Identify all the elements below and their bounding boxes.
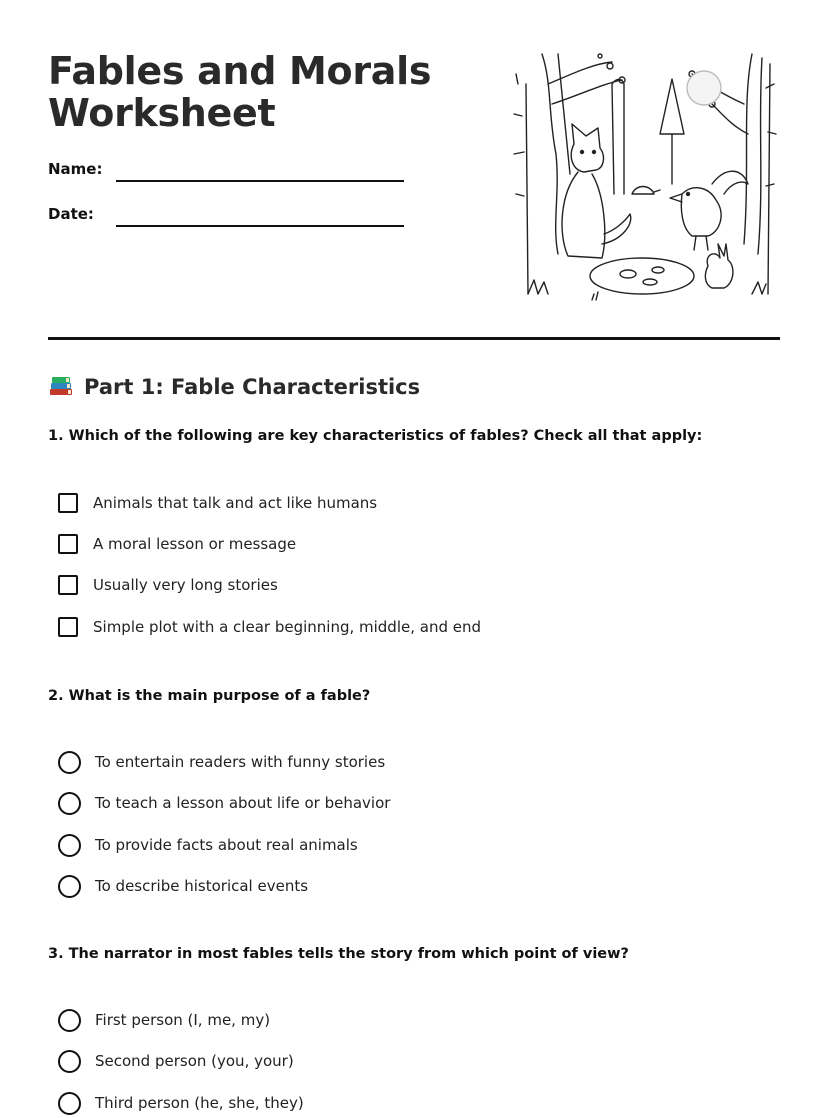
date-label: Date: [48,205,94,223]
q1-option-1[interactable] [58,491,377,515]
radio-button[interactable] [58,1050,81,1073]
option-label: Second person (you, your) [95,1052,294,1070]
radio-button[interactable] [58,751,81,774]
radio-button[interactable] [58,834,81,857]
checkbox[interactable] [58,493,78,513]
q1-option-2[interactable] [58,532,296,556]
option-label: Simple plot with a clear beginning, middle, and end [93,618,482,636]
title-line-1: Fables and Morals [48,49,432,93]
q3-option-3[interactable] [58,1091,304,1115]
divider [48,337,780,340]
part1-heading [48,374,420,400]
radio-button[interactable] [58,1092,81,1115]
checkbox[interactable] [58,617,78,637]
date-field[interactable] [116,225,404,227]
radio-button[interactable] [58,792,81,815]
q3-option-2[interactable] [58,1049,294,1073]
worksheet-title [48,50,431,134]
option-label: To provide facts about real animals [95,836,358,854]
option-label: To describe historical events [95,877,309,895]
name-label: Name: [48,160,103,178]
option-label: Third person (he, she, they) [95,1094,304,1112]
q2-option-4[interactable] [58,874,308,898]
checkbox[interactable] [58,534,78,554]
title-line-2: Worksheet [48,91,276,135]
q2-option-3[interactable] [58,833,358,857]
option-label: Animals that talk and act like humans [93,494,378,512]
question-1: 1. Which of the following are key characteristics of fables? Check all that apply: [48,428,703,444]
part1-heading-text: Part 1: Fable Characteristics [84,375,421,399]
radio-button[interactable] [58,875,81,898]
checkbox[interactable] [58,575,78,595]
option-label: A moral lesson or message [93,535,297,553]
option-label: Usually very long stories [93,576,278,594]
fable-illustration [512,44,780,308]
option-label: To teach a lesson about life or behavior [95,794,391,812]
q1-option-4[interactable] [58,615,481,639]
q2-option-1[interactable] [58,750,385,774]
question-3: 3. The narrator in most fables tells the story from which point of view? [48,946,629,962]
option-label: First person (I, me, my) [95,1011,271,1029]
question-2: 2. What is the main purpose of a fable? [48,688,371,704]
q2-option-2[interactable] [58,791,390,815]
books-icon [48,374,74,400]
name-field[interactable] [116,180,404,182]
q1-option-3[interactable] [58,573,278,597]
q3-option-1[interactable] [58,1008,270,1032]
option-label: To entertain readers with funny stories [95,753,386,771]
radio-button[interactable] [58,1009,81,1032]
